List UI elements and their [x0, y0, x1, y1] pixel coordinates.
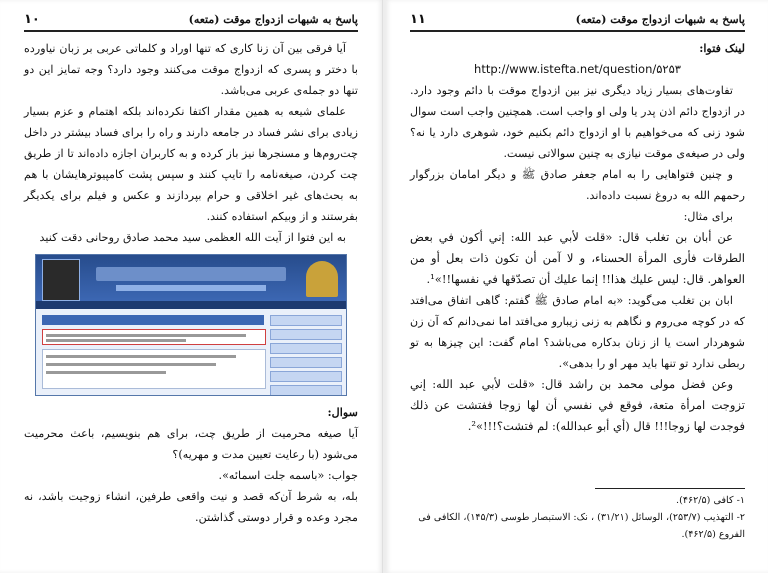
website-navbar — [36, 301, 346, 309]
left-page — [0, 0, 383, 573]
website-subtitle-bar — [116, 285, 266, 291]
paragraph: برای مثال: — [683, 210, 733, 223]
answer-text-line — [46, 355, 236, 358]
paragraph: آیا صیغه محرمیت از طریق چت، برای هم بنویسیم، باعث محرمیت می‌شود (با رعایت تعیین مدت و مهریه)؟ — [24, 427, 358, 461]
website-title-bar — [96, 267, 286, 281]
paragraph: و چنین فتواهایی را به امام جعفر صادق ﷺ و دیگر امامان بزرگوار رحمهم الله به دروغ نسبت داده‌اند. — [410, 168, 745, 202]
shrine-dome-image — [306, 261, 338, 297]
paragraph: آیا فرقی بین آن زنا کاری که تنها اوراد و کلماتی عربی بر زبان نیاورده با دختر و پسری که ازدواج موقت می‌کنند وجود دارد؟ وجه تمایز این دو تنها دو جمله‌ی عربی می‌باشد. — [24, 42, 358, 97]
page-body — [410, 38, 745, 437]
question-text-line — [46, 339, 186, 342]
paragraph: جواب: «باسمه جلت اسمائه». — [218, 469, 358, 482]
fatwa-website-screenshot — [35, 254, 347, 396]
page-title: پاسخ به شبهات ازدواج موقت (متعه) — [575, 12, 745, 26]
question-text-line — [46, 334, 246, 337]
paragraph: تفاوت‌های بسیار زیاد دیگری نیز بین ازدواج موقت با دائم وجود دارد. در ازدواج دائم اذن پدر یا ولی او واجب است. همچنین واجب است سوال شود زنی که می‌خواهیم با او ازدواج دائم بکنیم خود، شوهری دارد یا نه؟ ولی در صیغه‌ی موقت نیازی به چنین سوالاتی نیست. — [410, 84, 745, 160]
question-label: سوال: — [327, 405, 358, 419]
arabic-quote: وعن فضل مولى محمد بن راشد قال: «قلت لأبي عبد الله: إني تزوجت امرأة متعة، فوقع في نفسي أن لها زوجا ففتشت عن ذلك فوجدت لها زوجا!!! قال (أي أبو عبدالله): لم فتشت؟!!!»². — [410, 377, 745, 433]
paragraph: بله، به شرط آن‌که قصد و نیت واقعی طرفین، انشاء زوجیت باشد، نه مجرد وعده و قرار دوستی گذاشتن. — [24, 490, 358, 524]
page-number: ۱۱ — [410, 11, 426, 27]
page-header — [24, 8, 358, 32]
paragraph: ابان بن تغلب می‌گوید: «به امام صادق ﷺ گفتم: گاهی اتفاق می‌افتد که در کوچه می‌روم و نگاهم به زنی زیبارو می‌افتد اما نمی‌دانم که آن زن شوهردار است یا از زنان بدکاره می‌باشد؟ امام گفت: این چیزها به تو ربطی ندارد تو تنها باید مهر او را بدهی». — [410, 294, 745, 370]
page-body — [24, 38, 358, 528]
answer-text-line — [46, 363, 216, 366]
answer-text-line — [46, 371, 166, 374]
page-number: ۱۰ — [24, 11, 40, 27]
paragraph: به این فتوا از آیت الله العظمی سید محمد صادق روحانی دقت کنید — [39, 231, 346, 244]
website-sidebar — [270, 315, 342, 389]
question-header — [42, 315, 264, 325]
scholar-portrait-image — [42, 259, 80, 301]
arabic-quote: عن أبان بن تغلب قال: «قلت لأبي عبد الله: إني أكون في بعض الطرقات فأرى المرأة الحسناء، و لا آمن أن تكون ذات بعل أو من العواهر. قال: ليس عليك هذا!! إنما عليك أن تصدّقها في نفسها!!»¹. — [410, 230, 745, 286]
fatwa-link[interactable]: http://www.istefta.net/question/۵۲۵۳ — [474, 62, 681, 76]
question-box — [42, 329, 266, 345]
footnote: ۲- التهذیب (۲۵۳/۷)، الوسائل (۳۱/۲۱) ، نک: الاستبصار طوسی (۱۴۵/۳)، الکافی فی الفروع (۴۶۲/۵). — [418, 512, 745, 540]
page-header — [410, 8, 745, 32]
link-label: لینک فتوا: — [699, 41, 745, 55]
page-title: پاسخ به شبهات ازدواج موقت (متعه) — [188, 12, 358, 26]
footnotes — [410, 492, 745, 543]
footnote: ۱- کافی (۴۶۲/۵). — [676, 495, 745, 506]
footnote-divider — [595, 488, 745, 489]
right-page — [385, 0, 768, 573]
paragraph: علمای شیعه به همین مقدار اکتفا نکرده‌اند بلکه اهتمام و عزم بسیار زیادی برای نشر فساد در جامعه دارند و راه را برای فساد بیشتر در داخل چت‌روم‌ها و مسنجرها نیز باز کرده و به کاربران اجازه داده‌اند تا از طریق چت کردن، صیغه‌نامه را تایپ کنند و سپس پشت کامپیوترهایشان با هم به بحث‌های غیر اخلاقی و حرام بپردازند و عکس و فیلم برای یکدیگر بفرستند و از وبیکم استفاده کنند. — [24, 105, 358, 223]
